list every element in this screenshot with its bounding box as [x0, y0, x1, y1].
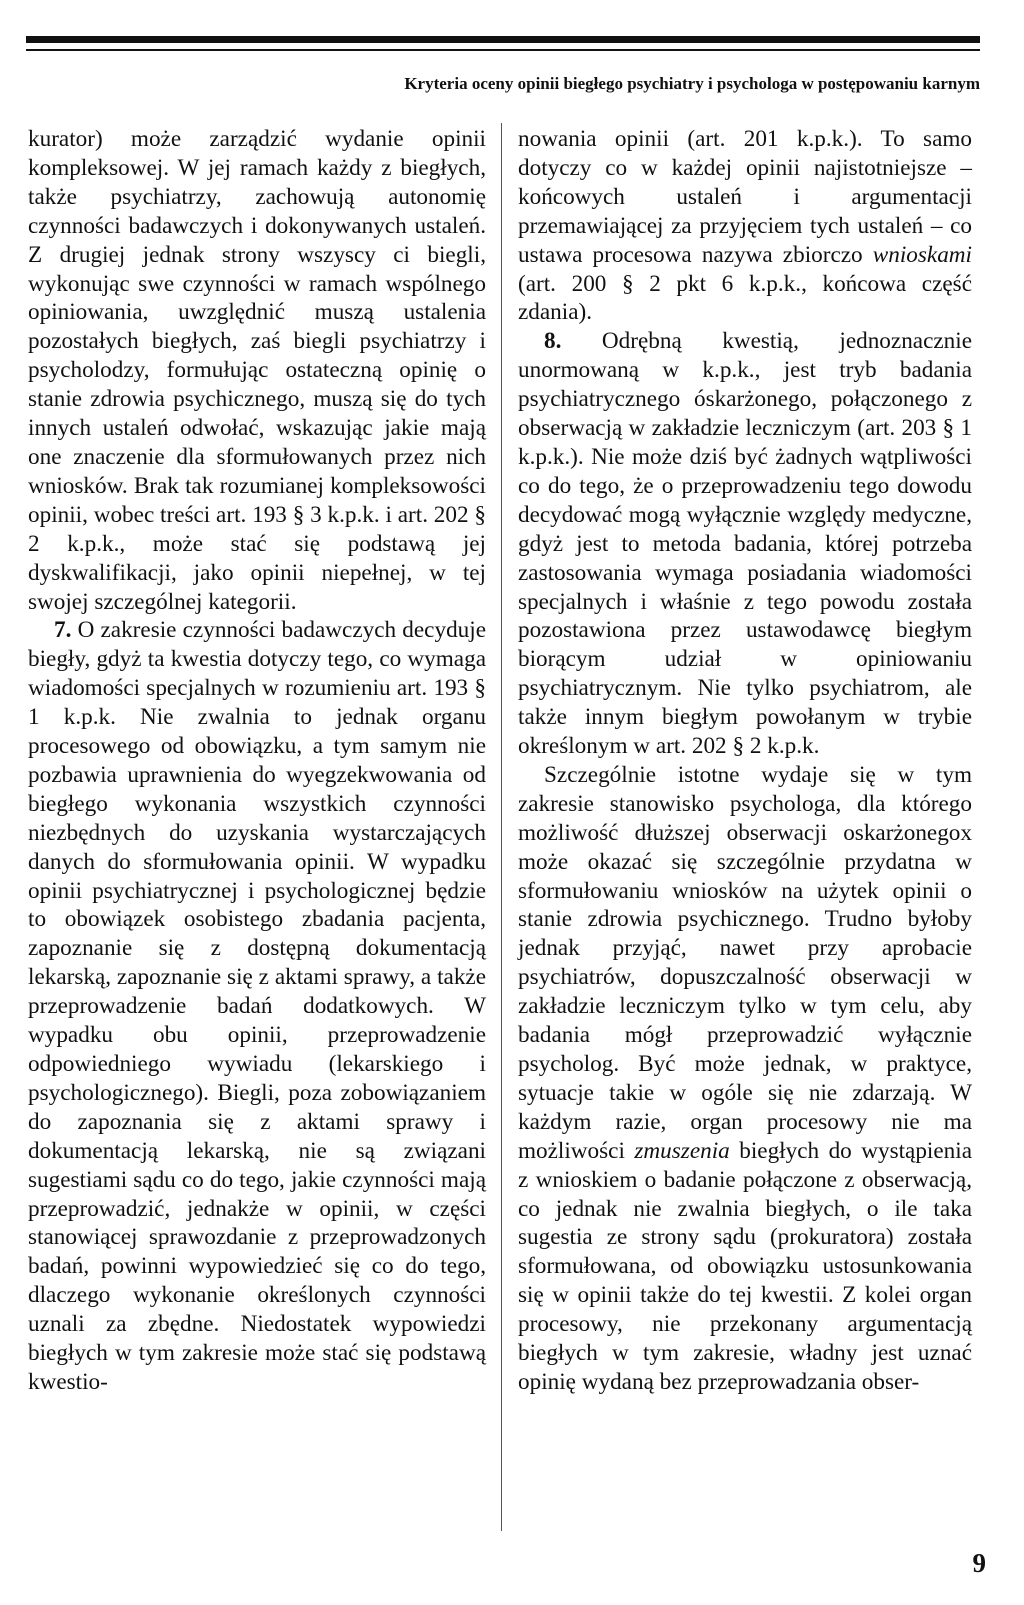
section-number: 8.: [544, 328, 562, 355]
paragraph-text: Odrębną kwestią, jednoznacznie unormowaną w k.p.k., jest tryb badania psychiatrycznego óskarżonego, połączonego z obserwacją w zakładzie leczniczym (art. 203 § 1 k.p.k.). Nie może dziś być żadnych wątpliwości co do tego, że o przeprowadzeniu tego dowodu decydować mogą wyłącznie względy medyczne, gdyż jest to metoda badania, której potrzeba zastosowania wymaga posiadania wiadomości specjalnych i właśnie z tego powodu została pozostawiona przez ustawodawcę biegłym biorącym udział w opiniowaniu psychiatrycznym. Nie tylko psychiatrom, ale także innym biegłym powołanym w trybie określonym w art. 202 § 2 k.p.k.: [518, 328, 972, 760]
running-head: Kryteria oceny opinii biegłego psychiatry i psychologa w postępowaniu karnym: [404, 74, 980, 93]
paragraph-continued: [518, 125, 972, 327]
column-divider: [501, 123, 502, 1531]
paragraph-text: nowania opinii (art. 201 k.p.k.). To samo dotyczy co w każdej opinii najistotniejsze – końcowych ustaleń i argumentacji przemawiającej za przyjęciem tych ustaleń – co ustawa procesowa nazywa zbiorczo: [518, 126, 972, 268]
paragraph-psychologist: [518, 761, 972, 1397]
paragraph-text: biegłych do wystąpienia z wnioskiem o badanie połączone z obserwacją, co jednak nie zwalnia biegłych, o ile taka sugestia ze strony sądu (prokuratora) została sformułowana, od obowiązku ustosunkowania się w opinii także do tej kwestii. Z kolei organ procesowy, nie przekonany argumentacją biegłych w tym zakresie, władny jest uznać opinię wydaną bez przeprowadzania obser-: [518, 1137, 972, 1395]
paragraph-text: O zakresie czynności badawczych decyduje biegły, gdyż ta kwestia dotyczy tego, co wymaga wiadomości specjalnych w rozumieniu art. 193 § 1 k.p.k. Nie zwalnia to jednak organu procesowego od obowiązku, a tym samym nie pozbawia uprawnienia do wyegzekwowania od biegłego wykonania wszystkich czynności niezbędnych do uzyskania wystarczających danych do sformułowania opinii. W wypadku opinii psychiatrycznej i psychologicznej będzie to obowiązek osobistego zbadania pacjenta, zapoznanie się z dostępną dokumentacją lekarską, zapoznanie się z aktami sprawy, a także przeprowadzenie badań dodatkowych. W wypadku obu opinii, przeprowadzenie odpowiedniego wywiadu (lekarskiego i psychologicznego). Biegli, poza zobowiązaniem do zapoznania się z aktami sprawy i dokumentacją lekarską, nie są związani sugestiami sądu co do tego, jakie czynności mają przeprowadzić, jednakże w opinii, w części stanowiącej sprawozdanie z przeprowadzonych badań, powinni wypowiedzieć się co do tego, dlaczego wykonanie określonych czynności uznali za zbędne. Niedostatek wypowiedzi biegłych w tym zakresie może stać się podstawą kwestio-: [28, 617, 486, 1395]
section-number: 7.: [54, 617, 72, 644]
paragraph-text: (art. 200 § 2 pkt 6 k.p.k., końcowa część zdania).: [518, 270, 972, 326]
italic-term: zmuszenia: [634, 1137, 730, 1164]
page-number: 9: [972, 1548, 986, 1578]
left-column: [28, 125, 486, 1397]
header-rule-thick: [26, 36, 980, 43]
paragraph-text: Szczególnie istotne wydaje się w tym zakresie stanowisko psychologa, dla którego możliwość dłuższej obserwacji oskarżonegox może okazać się szczególnie przydatna w sformułowaniu wniosków na użytek opinii o stanie zdrowia psychicznego. Trudno byłoby jednak przyjąć, nawet przy aprobacie psychiatrów, dopuszczalność obserwacji w zakładzie leczniczym tylko w tym celu, aby badania mógł przeprowadzić wyłącznie psycholog. Być może jednak, w praktyce, sytuacje takie w ogóle się nie zdarzają. W każdym razie, organ procesowy nie ma możliwości: [518, 761, 972, 1164]
italic-term: wnioskami: [872, 241, 972, 268]
paragraph-7: [28, 616, 486, 1396]
paragraph-text: kurator) może zarządzić wydanie opinii kompleksowej. W jej ramach każdy z biegłych, także psychiatrzy, zachowują autonomię czynności badawczych i dokonywanych ustaleń. Z drugiej jednak strony wszyscy ci biegli, wykonując swe czynności w ramach wspólnego opiniowania, uwzględnić muszą ustalenia pozostałych biegłych, zaś biegli psychiatrzy i psycholodzy, formułując ostateczną opinię o stanie zdrowia psychicznego, muszą się do tych innych ustaleń odwołać, wskazując jakie mają one znaczenie dla sformułowanych przez nich wniosków. Brak tak rozumianej kompleksowości opinii, wobec treści art. 193 § 3 k.p.k. i art. 202 § 2 k.p.k., może stać się podstawą jej dyskwalifikacji, jako opinii niepełnej, w tej swojej szczególnej kategorii.: [28, 126, 486, 615]
right-column: [518, 125, 972, 1397]
header-rule-thin: [26, 49, 980, 51]
paragraph-8: [518, 327, 972, 761]
paragraph-continued: [28, 125, 486, 616]
